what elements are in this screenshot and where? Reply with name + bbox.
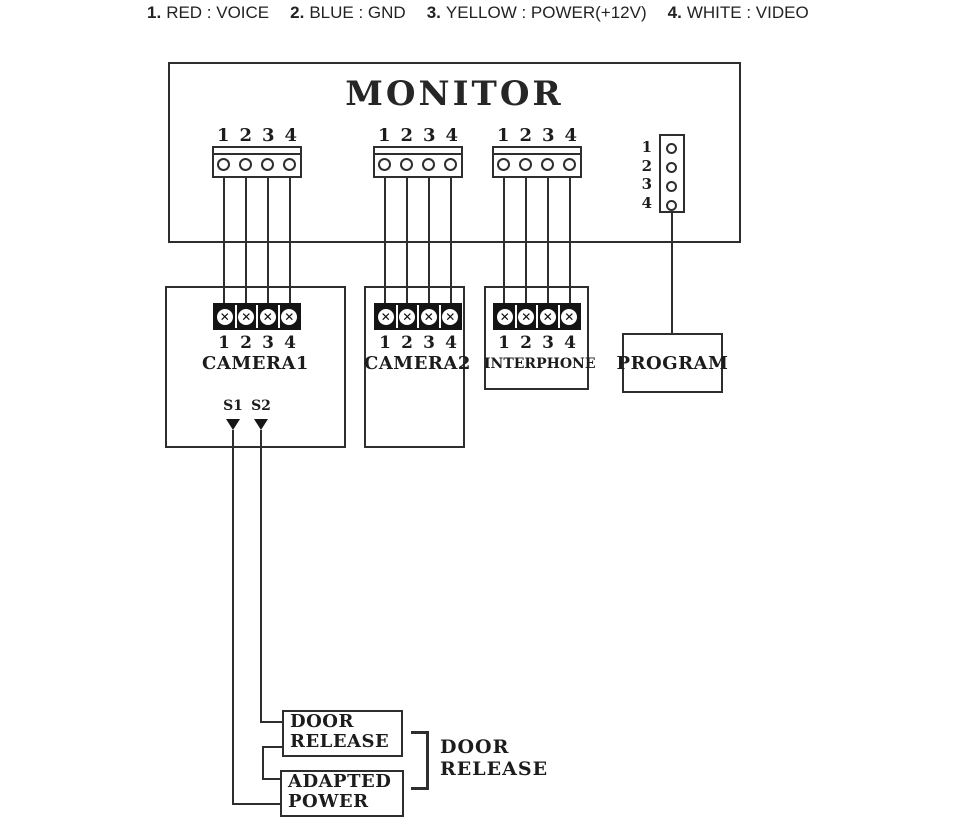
connector-pin-number: 1: [641, 138, 652, 156]
wire: [267, 166, 269, 312]
screw-terminal: [495, 305, 515, 328]
connector-pin-circle: [666, 200, 677, 211]
wire: [384, 166, 386, 312]
terminal-pin-circle: [422, 158, 435, 171]
pin-number: 4: [445, 333, 457, 353]
strip-header-line: [375, 153, 461, 155]
screw-slot-icon: ✕: [378, 309, 394, 325]
adapted-power-line2: POWER: [288, 791, 369, 812]
pin-number: 2: [400, 125, 414, 146]
terminal-pin-circle: [497, 158, 510, 171]
connector-pin-circle: [666, 181, 677, 192]
camera1-label: CAMERA1: [202, 353, 309, 374]
terminal-pin-circle: [261, 158, 274, 171]
wire: [406, 166, 408, 312]
s1-arrow-icon: [226, 419, 240, 430]
adapted-power-line1: ADAPTED: [288, 771, 392, 792]
monitor-pin-numbers: [492, 125, 582, 146]
door-release-text: [282, 710, 411, 752]
pin-number: 3: [542, 333, 554, 353]
screw-slot-icon: ✕: [421, 309, 437, 325]
monitor-pin-numbers: [212, 125, 302, 146]
screw-slot-icon: ✕: [217, 309, 233, 325]
wire: [223, 166, 225, 312]
wire: [260, 430, 262, 723]
wire: [232, 430, 234, 805]
program-label: PROGRAM: [616, 352, 729, 374]
legend-number: 4.: [667, 3, 682, 22]
screw-terminal: [441, 305, 461, 328]
pin-number: 4: [445, 125, 459, 146]
s2-arrow-icon: [254, 419, 268, 430]
pin-number: 1: [377, 125, 391, 146]
wire: [262, 746, 284, 748]
bracket-vertical: [426, 731, 429, 790]
screw-terminal: [258, 305, 278, 328]
terminal-pin-circle: [283, 158, 296, 171]
bracket-label-line2: RELEASE: [440, 758, 549, 780]
monitor-title: MONITOR: [345, 74, 564, 114]
screw-terminal: [517, 305, 537, 328]
interphone-screw-terminals: [493, 303, 581, 330]
terminal-pin-circle: [217, 158, 230, 171]
wire: [262, 778, 282, 780]
monitor-terminal-strip: [373, 146, 463, 178]
pin-number: 4: [284, 333, 296, 353]
screw-terminal: [237, 305, 257, 328]
pin-number: 3: [423, 333, 435, 353]
wire: [671, 205, 673, 334]
screw-slot-icon: ✕: [442, 309, 458, 325]
screw-slot-icon: ✕: [238, 309, 254, 325]
camera2-label: CAMERA2: [364, 353, 471, 374]
pin-number: 1: [496, 125, 510, 146]
pin-number: 1: [218, 333, 230, 353]
pin-number: 2: [239, 125, 253, 146]
screw-slot-icon: ✕: [561, 309, 577, 325]
wire: [450, 166, 452, 312]
door-release-line1: DOOR: [290, 711, 354, 732]
terminal-pin-circle: [541, 158, 554, 171]
adapted-power-text: [280, 770, 412, 812]
camera1-pin-numbers: [213, 333, 301, 353]
legend-number: 1.: [147, 3, 162, 22]
strip-header-line: [214, 153, 300, 155]
screw-terminal: [560, 305, 580, 328]
wire: [569, 166, 571, 312]
wire: [245, 166, 247, 312]
screw-slot-icon: ✕: [497, 309, 513, 325]
terminal-pin-circle: [400, 158, 413, 171]
program-box: [616, 333, 729, 393]
legend-text: BLUE : GND: [309, 3, 406, 22]
wire-color-legend: [147, 3, 809, 23]
connector-pin-number: 3: [641, 175, 652, 194]
connector-pin-number: 2: [641, 156, 652, 175]
program-connector-pin-numbers: [634, 134, 652, 213]
wire: [525, 166, 527, 312]
terminal-pin-circle: [444, 158, 457, 171]
legend-text: WHITE : VIDEO: [686, 3, 809, 22]
terminal-pin-circle: [563, 158, 576, 171]
strip-header-line: [494, 153, 580, 155]
pin-number: 2: [240, 333, 252, 353]
screw-slot-icon: ✕: [281, 309, 297, 325]
terminal-pin-circle: [378, 158, 391, 171]
connector-pin-number: 4: [641, 193, 652, 212]
legend-text: YELLOW : POWER(+12V): [445, 3, 647, 22]
screw-slot-icon: ✕: [260, 309, 276, 325]
bracket-bottom: [411, 787, 429, 790]
pin-number: 2: [520, 333, 532, 353]
screw-terminal: [376, 305, 396, 328]
screw-slot-icon: ✕: [540, 309, 556, 325]
legend-item: [147, 3, 269, 23]
terminal-pin-circle: [239, 158, 252, 171]
screw-terminal: [215, 305, 235, 328]
camera1-screw-terminals: [213, 303, 301, 330]
monitor-terminal-strip: [492, 146, 582, 178]
connector-pin-circle: [666, 162, 677, 173]
legend-item: [427, 3, 647, 23]
pin-number: 2: [519, 125, 533, 146]
monitor-terminal-strip: [212, 146, 302, 178]
pin-number: 3: [541, 125, 555, 146]
switch-s2-label: S2: [251, 398, 271, 414]
wire: [428, 166, 430, 312]
wire: [262, 746, 264, 780]
pin-number: 3: [422, 125, 436, 146]
camera2-screw-terminals: [374, 303, 462, 330]
pin-number: 4: [564, 333, 576, 353]
screw-terminal: [398, 305, 418, 328]
wire: [547, 166, 549, 312]
bracket-label-line1: DOOR: [440, 736, 510, 758]
legend-number: 3.: [426, 3, 441, 22]
legend-number: 2.: [290, 3, 305, 22]
screw-terminal: [538, 305, 558, 328]
wire: [232, 803, 282, 805]
monitor-pin-numbers: [373, 125, 463, 146]
screw-slot-icon: ✕: [518, 309, 534, 325]
legend-item: [290, 3, 406, 23]
interphone-label: INTERPHONE: [484, 356, 596, 372]
legend-text: RED : VOICE: [166, 3, 270, 22]
switch-s1-label: S1: [223, 398, 243, 414]
program-connector: [659, 134, 685, 213]
wire: [260, 721, 284, 723]
pin-number: 4: [564, 125, 578, 146]
camera2-pin-numbers: [374, 333, 462, 353]
screw-terminal: [280, 305, 300, 328]
pin-number: 1: [498, 333, 510, 353]
pin-number: 1: [216, 125, 230, 146]
bracket-label: [440, 736, 548, 780]
screw-slot-icon: ✕: [399, 309, 415, 325]
pin-number: 2: [401, 333, 413, 353]
legend-item: [668, 3, 809, 23]
wire: [289, 166, 291, 312]
wire: [503, 166, 505, 312]
pin-number: 3: [261, 125, 275, 146]
pin-number: 4: [284, 125, 298, 146]
pin-number: 3: [262, 333, 274, 353]
connector-pin-circle: [666, 143, 677, 154]
screw-terminal: [419, 305, 439, 328]
door-release-line2: RELEASE: [290, 731, 390, 752]
interphone-pin-numbers: [493, 333, 581, 353]
pin-number: 1: [379, 333, 391, 353]
terminal-pin-circle: [519, 158, 532, 171]
